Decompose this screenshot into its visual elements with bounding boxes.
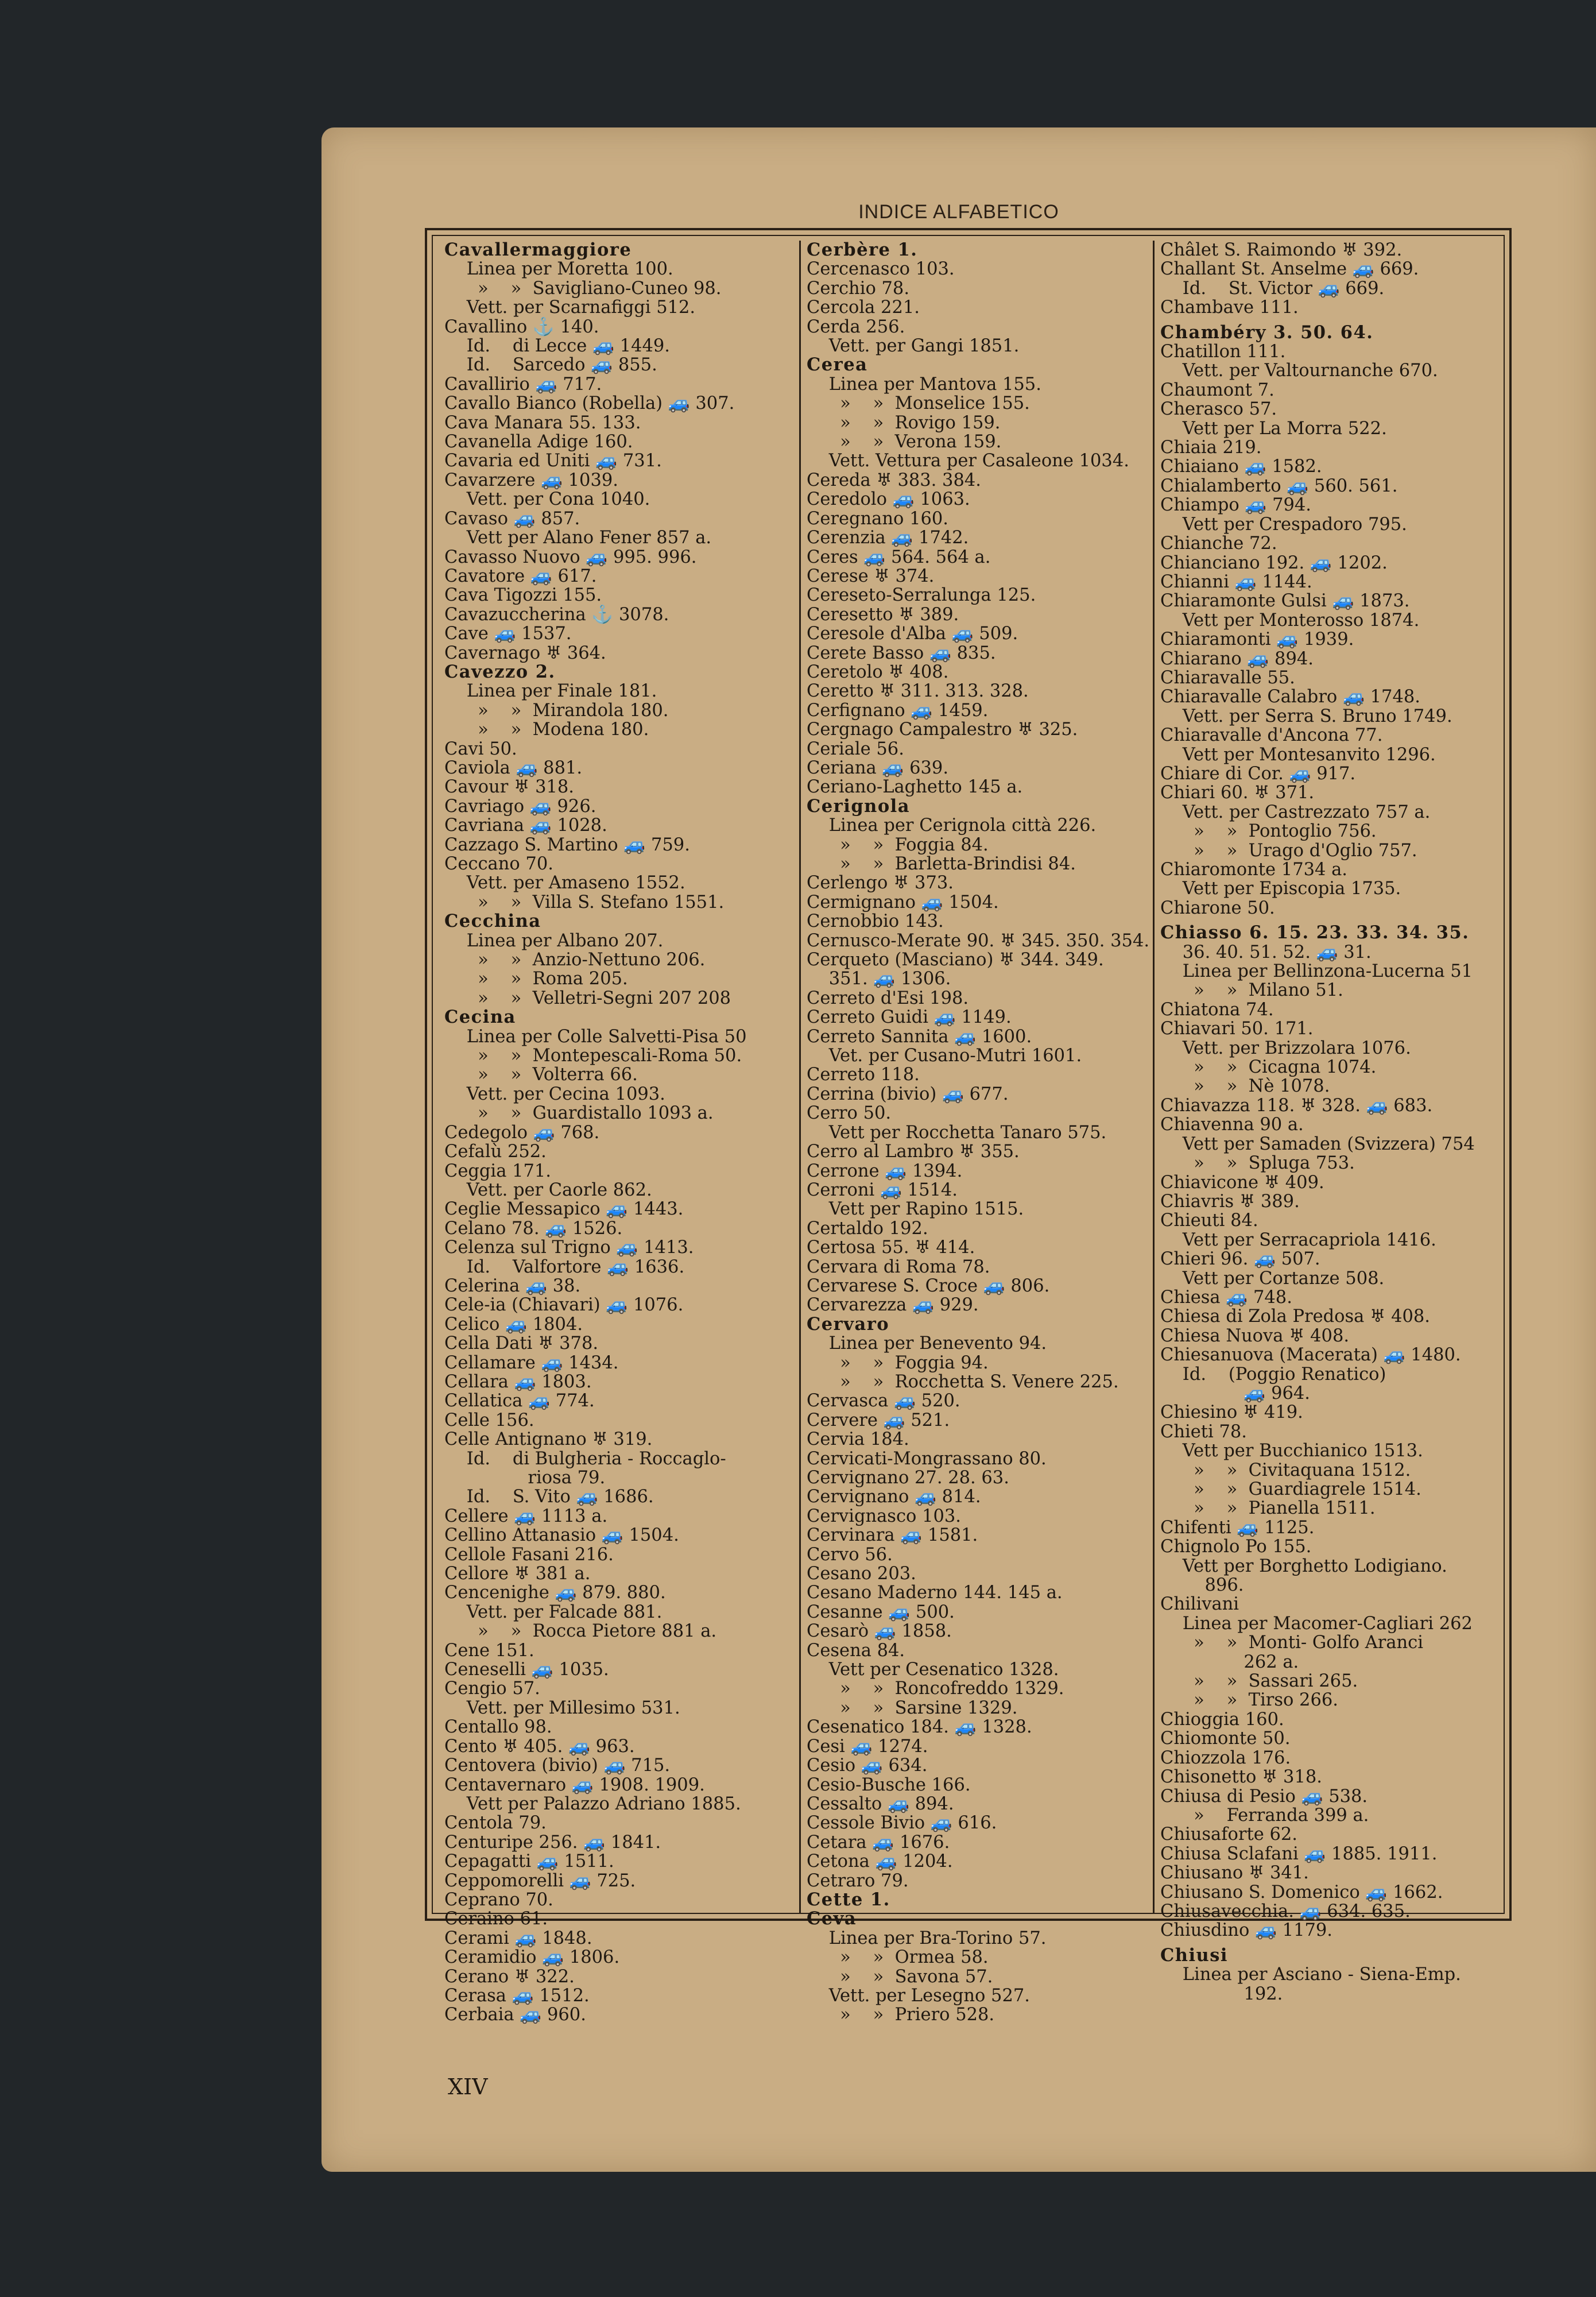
index-entry: Cesena 84.: [807, 1640, 905, 1661]
index-entry: Certosa 55. ♅ 414.: [807, 1238, 975, 1258]
index-entry: Cellamare 🚙 1434.: [444, 1352, 619, 1373]
index-entry: » » Pontoglio 756.: [1160, 821, 1377, 842]
index-entry: Celenza sul Trigno 🚙 1413.: [444, 1238, 694, 1258]
index-entry: Cerroni 🚙 1514.: [807, 1180, 958, 1200]
index-entry: Vett per Borghetto Lodigiano.: [1160, 1556, 1447, 1576]
index-entry: Cavanella Adige 160.: [444, 432, 633, 453]
index-entry: Cerreto Sannita 🚙 1600.: [807, 1026, 1032, 1047]
index-entry: Challant St. Anselme 🚙 669.: [1160, 259, 1419, 280]
index-entry: Chiesa Nuova ♅ 408.: [1160, 1325, 1350, 1346]
index-entry: » » Milano 51.: [1160, 980, 1343, 1001]
index-entry: Chiampo 🚙 794.: [1160, 495, 1312, 516]
index-entry: Cerro 50.: [807, 1103, 892, 1124]
index-entry: » » Guardistallo 1093 a.: [444, 1103, 714, 1124]
index-entry: Id. (Poggio Renatico): [1160, 1364, 1386, 1385]
index-entry: » » Sassari 265.: [1160, 1671, 1358, 1692]
index-entry: 896.: [1160, 1575, 1244, 1596]
index-entry: Cavallino ⚓ 140.: [444, 316, 599, 337]
index-entry: » » Civitaquana 1512.: [1160, 1460, 1411, 1480]
index-entry: Cavatore 🚙 617.: [444, 566, 597, 586]
index-entry: Chiesanuova (Macerata) 🚙 1480.: [1160, 1345, 1461, 1366]
index-entry: Chiusano ♅ 341.: [1160, 1863, 1309, 1884]
index-frame: [425, 228, 1512, 2025]
index-entry: Cava Tigozzi 155.: [444, 585, 602, 606]
index-entry: Cerqueto (Masciano) ♅ 344. 349.: [807, 950, 1104, 970]
index-entry: Ceramidio 🚙 1806.: [444, 1947, 620, 1968]
index-entry: Id. St. Victor 🚙 669.: [1160, 278, 1385, 299]
index-entry: Chiusa di Pesio 🚙 538.: [1160, 1786, 1368, 1807]
index-entry: Cavi 50.: [444, 738, 517, 759]
index-entry: Vett per Serracapriola 1416.: [1160, 1229, 1436, 1250]
index-entry: Centallo 98.: [444, 1717, 552, 1738]
index-entry: Chambave 111.: [1160, 297, 1299, 318]
index-heading: Chiusi: [1160, 1944, 1228, 1966]
index-entry: Cerasa 🚙 1512.: [444, 1985, 590, 2006]
index-entry: Cetraro 79.: [807, 1870, 909, 1891]
index-entry: Cesanne 🚙 500.: [807, 1602, 955, 1622]
index-entry: » » Roncofreddo 1329.: [807, 1679, 1064, 1699]
index-entry: Chieti 78.: [1160, 1421, 1247, 1442]
index-entry: Chiaravalle 55.: [1160, 667, 1295, 688]
index-entry: Vett per Monterosso 1874.: [1160, 610, 1420, 631]
index-heading: Cerea: [807, 354, 868, 376]
index-entry: Vett. Vettura per Casaleone 1034.: [807, 451, 1129, 471]
index-entry: Vett per Palazzo Adriano 1885.: [444, 1793, 741, 1814]
index-entry: Centola 79.: [444, 1813, 547, 1834]
index-entry: Cerreto Guidi 🚙 1149.: [807, 1007, 1012, 1028]
index-entry: Cengio 57.: [444, 1679, 540, 1699]
index-entry: » » Guardiagrele 1514.: [1160, 1479, 1421, 1499]
index-entry: Vett. per Castrezzato 757 a.: [1160, 802, 1431, 822]
index-entry: Id. Sarcedo 🚙 855.: [444, 355, 657, 376]
index-entry: Chiari 60. ♅ 371.: [1160, 783, 1315, 803]
index-entry: Vett per Alano Fener 857 a.: [444, 528, 712, 548]
index-entry: Cervo 56.: [807, 1544, 893, 1565]
index-entry: Cavriana 🚙 1028.: [444, 815, 607, 836]
index-entry: Chianche 72.: [1160, 533, 1277, 554]
index-entry: Cesio 🚙 634.: [807, 1755, 928, 1776]
index-entry: Vett per Crespadoro 795.: [1160, 514, 1407, 535]
index-entry: Cercenasco 103.: [807, 259, 955, 280]
index-entry: » » Cicagna 1074.: [1160, 1057, 1377, 1078]
index-entry: » » Savona 57.: [807, 1966, 993, 1987]
index-entry: Linea per Mantova 155.: [807, 374, 1041, 395]
index-entry: » » Roma 205.: [444, 969, 628, 989]
index-column-1: [444, 239, 783, 2025]
index-entry: Ceggia 171.: [444, 1161, 551, 1181]
index-entry: Centavernaro 🚙 1908. 1909.: [444, 1774, 705, 1795]
index-entry: Cavallo Bianco (Robella) 🚙 307.: [444, 393, 735, 414]
index-entry: Cernobbio 143.: [807, 911, 944, 932]
index-entry: Id. Valfortore 🚙 1636.: [444, 1256, 685, 1277]
index-entry: » » Volterra 66.: [444, 1065, 638, 1085]
index-entry: 351. 🚙 1306.: [807, 969, 951, 989]
index-entry: Cave 🚙 1537.: [444, 624, 572, 644]
index-entry: Celico 🚙 1804.: [444, 1314, 583, 1335]
index-entry: Cesano 203.: [807, 1564, 916, 1584]
index-entry: » » Verona 159.: [807, 432, 1002, 453]
index-entry: Vett. per Millesimo 531.: [444, 1697, 680, 1718]
index-entry: Cerbaia 🚙 960.: [444, 2005, 586, 2025]
index-entry: Vett per Cortanze 508.: [1160, 1268, 1385, 1289]
index-entry: Ceretolo ♅ 408.: [807, 662, 949, 682]
index-entry: Cerrone 🚙 1394.: [807, 1161, 963, 1181]
index-entry: Centovera (bivio) 🚙 715.: [444, 1755, 671, 1776]
index-entry: Ceresole d'Alba 🚙 509.: [807, 624, 1018, 644]
index-entry: Chioggia 160.: [1160, 1709, 1284, 1730]
index-entry: Ceregnano 160.: [807, 508, 948, 529]
index-entry: Linea per Asciano - Siena-Emp.: [1160, 1965, 1461, 1985]
index-entry: » » Monselice 155.: [807, 393, 1030, 414]
index-entry: Cavaso 🚙 857.: [444, 508, 580, 529]
index-entry: Chiaramonte Gulsi 🚙 1873.: [1160, 591, 1410, 612]
index-entry: » » Rocca Pietore 881 a.: [444, 1621, 717, 1642]
index-entry: Linea per Moretta 100.: [444, 259, 673, 280]
index-entry: Chiarone 50.: [1160, 898, 1275, 918]
index-entry: Cerenzia 🚙 1742.: [807, 528, 969, 548]
index-entry: Ceresetto ♅ 389.: [807, 604, 959, 625]
index-entry: Cessole Bivio 🚙 616.: [807, 1813, 997, 1834]
index-entry: 36. 40. 51. 52. 🚙 31.: [1160, 942, 1372, 962]
index-entry: Ceccano 70.: [444, 854, 553, 874]
index-heading: Cavezzo 2.: [444, 661, 556, 682]
index-entry: Cavernago ♅ 364.: [444, 643, 606, 663]
index-entry: Cava Manara 55. 133.: [444, 412, 641, 433]
index-entry: Chiare di Cor. 🚙 917.: [1160, 763, 1356, 784]
index-entry: Ceriale 56.: [807, 738, 904, 759]
index-entry: Chianciano 192. 🚙 1202.: [1160, 552, 1388, 573]
index-entry: Cavriago 🚙 926.: [444, 796, 596, 817]
index-heading: Chambéry 3. 50. 64.: [1160, 322, 1374, 343]
index-entry: Chiomonte 50.: [1160, 1728, 1291, 1749]
index-entry: » » Pianella 1511.: [1160, 1498, 1376, 1519]
index-entry: Cepagatti 🚙 1511.: [444, 1851, 614, 1872]
index-heading: Chiasso 6. 15. 23. 33. 34. 35.: [1160, 922, 1470, 943]
index-entry: Vett. per Cona 1040.: [444, 489, 650, 510]
index-entry: Cernusco-Merate 90. ♅ 345. 350. 354.: [807, 930, 1150, 951]
index-entry: Chiesino ♅ 419.: [1160, 1402, 1303, 1423]
index-entry: » » Savigliano-Cuneo 98.: [444, 278, 722, 299]
index-heading: Cerignola: [807, 795, 911, 817]
index-entry: Chignolo Po 155.: [1160, 1537, 1312, 1557]
index-entry: » » Modena 180.: [444, 720, 649, 740]
index-entry: Chieri 96. 🚙 507.: [1160, 1249, 1320, 1270]
index-entry: Vett per Cesenatico 1328.: [807, 1660, 1059, 1680]
index-entry: Chiesa di Zola Predosa ♅ 408.: [1160, 1306, 1430, 1327]
index-entry: Cesio-Busche 166.: [807, 1774, 971, 1795]
index-entry: Cefalù 252.: [444, 1142, 547, 1162]
index-entry: Cesano Maderno 144. 145 a.: [807, 1583, 1063, 1603]
index-entry: Cavour ♅ 318.: [444, 777, 574, 798]
index-entry: Cercola 221.: [807, 297, 920, 318]
index-entry: Id. S. Vito 🚙 1686.: [444, 1487, 654, 1507]
index-entry: Ceredolo 🚙 1063.: [807, 489, 970, 510]
index-entry: Linea per Finale 181.: [444, 681, 657, 702]
index-entry: Cavarzere 🚙 1039.: [444, 470, 618, 490]
index-entry: » » Nè 1078.: [1160, 1076, 1330, 1097]
index-entry: » » Velletri-Segni 207 208: [444, 988, 731, 1008]
index-entry: » » Urago d'Oglio 757.: [1160, 840, 1417, 861]
index-entry: Chiaravalle Calabro 🚙 1748.: [1160, 687, 1420, 707]
index-entry: Chatillon 111.: [1160, 342, 1286, 362]
index-heading: Cette 1.: [807, 1889, 890, 1910]
index-entry: 262 a.: [1160, 1652, 1299, 1672]
index-entry: Cessalto 🚙 894.: [807, 1793, 954, 1814]
index-entry: Vett. per Valtournanche 670.: [1160, 361, 1438, 381]
index-entry: Celle Antignano ♅ 319.: [444, 1429, 653, 1450]
index-entry: » » Foggia 94.: [807, 1352, 989, 1373]
index-entry: Vett. per Lesegno 527.: [807, 1985, 1030, 2006]
index-entry: Chiaravalle d'Ancona 77.: [1160, 725, 1383, 746]
index-entry: Cellole Fasani 216.: [444, 1544, 614, 1565]
index-entry: Chiavazza 118. ♅ 328. 🚙 683.: [1160, 1095, 1433, 1116]
book-page: [321, 127, 1596, 2172]
index-entry: Chiatona 74.: [1160, 999, 1274, 1020]
index-entry: » » Spluga 753.: [1160, 1153, 1355, 1174]
index-entry: » » Anzio-Nettuno 206.: [444, 950, 706, 970]
index-entry: Cerda 256.: [807, 316, 905, 337]
index-entry: » » Priero 528.: [807, 2005, 995, 2025]
index-entry: Ceprano 70.: [444, 1889, 553, 1910]
index-heading: Cavallermaggiore: [444, 239, 632, 260]
index-entry: Chiaia 219.: [1160, 438, 1262, 458]
index-entry: Vett per Montesanvito 1296.: [1160, 744, 1436, 765]
index-entry: Vett per Rapino 1515.: [807, 1199, 1024, 1220]
index-entry: Chieuti 84.: [1160, 1211, 1258, 1231]
index-heading: Cecina: [444, 1007, 516, 1028]
index-entry: Vett. per Scarnafiggi 512.: [444, 297, 696, 318]
index-entry: Cervarese S. Croce 🚙 806.: [807, 1275, 1050, 1296]
index-entry: Chialamberto 🚙 560. 561.: [1160, 475, 1398, 496]
index-entry: Vett. per Brizzolara 1076.: [1160, 1038, 1411, 1058]
index-entry: Cavallirio 🚙 717.: [444, 374, 602, 395]
index-entry: Cavaria ed Uniti 🚙 731.: [444, 451, 662, 471]
index-entry: Chiarano 🚙 894.: [1160, 648, 1314, 669]
index-entry: Ceriano-Laghetto 145 a.: [807, 777, 1023, 798]
index-entry: Cereda ♅ 383. 384.: [807, 470, 981, 490]
index-entry: Cervasca 🚙 520.: [807, 1391, 960, 1412]
index-entry: Cervicati-Mongrassano 80.: [807, 1448, 1047, 1469]
index-entry: Cerami 🚙 1848.: [444, 1928, 592, 1948]
index-entry: 🚙 964.: [1160, 1383, 1311, 1403]
index-entry: Chiaromonte 1734 a.: [1160, 860, 1347, 880]
index-entry: Cetara 🚙 1676.: [807, 1832, 950, 1853]
index-entry: Chifenti 🚙 1125.: [1160, 1517, 1315, 1538]
index-entry: Cesi 🚙 1274.: [807, 1736, 928, 1757]
index-entry: Ceriana 🚙 639.: [807, 757, 949, 778]
index-entry: Ceretto ♅ 311. 313. 328.: [807, 681, 1029, 702]
index-entry: Cavazuccherina ⚓ 3078.: [444, 604, 669, 625]
index-entry: » » Sarsine 1329.: [807, 1697, 1018, 1718]
index-entry: Cerete Basso 🚙 835.: [807, 643, 996, 663]
index-entry: Cerro al Lambro ♅ 355.: [807, 1142, 1020, 1162]
index-entry: Chianni 🚙 1144.: [1160, 571, 1312, 592]
index-entry: Cellatica 🚙 774.: [444, 1391, 595, 1412]
index-entry: Chiavari 50. 171.: [1160, 1019, 1314, 1039]
index-entry: Celle 156.: [444, 1410, 534, 1430]
index-entry: » » Montepescali-Roma 50.: [444, 1046, 742, 1066]
index-entry: Cellara 🚙 1803.: [444, 1371, 592, 1392]
index-heading: Ceva: [807, 1908, 857, 1929]
index-entry: Cherasco 57.: [1160, 399, 1277, 420]
index-entry: Vett. per Caorle 862.: [444, 1180, 652, 1200]
index-entry: » Ferranda 399 a.: [1160, 1805, 1369, 1826]
page-header: INDICE ALFABETICO: [858, 201, 1059, 223]
index-entry: Cellino Attanasio 🚙 1504.: [444, 1525, 679, 1546]
index-entry: Cervere 🚙 521.: [807, 1410, 950, 1430]
index-entry: Ceneselli 🚙 1035.: [444, 1660, 609, 1680]
index-entry: Cereseto-Serralunga 125.: [807, 585, 1036, 606]
index-entry: Chiesa 🚙 748.: [1160, 1287, 1292, 1308]
index-entry: 192.: [1160, 1983, 1283, 2004]
index-entry: Linea per Bellinzona-Lucerna 51: [1160, 961, 1473, 982]
index-entry: Cerchio 78.: [807, 278, 910, 299]
index-entry: Ceglie Messapico 🚙 1443.: [444, 1199, 684, 1220]
index-entry: Chiavenna 90 a.: [1160, 1115, 1304, 1135]
index-entry: Linea per Cerignola città 226.: [807, 815, 1097, 836]
index-entry: Cerese ♅ 374.: [807, 566, 935, 586]
index-entry: Cazzago S. Martino 🚙 759.: [444, 834, 690, 855]
index-entry: » » Ormea 58.: [807, 1947, 989, 1968]
index-entry: Chilivani: [1160, 1594, 1239, 1615]
index-entry: Cesarò 🚙 1858.: [807, 1621, 952, 1642]
index-entry: riosa 79.: [444, 1468, 606, 1488]
index-entry: Vett. per Falcade 881.: [444, 1602, 663, 1622]
index-entry: Cella Dati ♅ 378.: [444, 1333, 599, 1354]
index-entry: Vett. per Gangi 1851.: [807, 336, 1020, 357]
index-heading: Cervaro: [807, 1313, 890, 1335]
index-entry: Chiusdino 🚙 1179.: [1160, 1920, 1332, 1941]
index-entry: » » Barletta-Brindisi 84.: [807, 854, 1076, 874]
index-entry: » » Villa S. Stefano 1551.: [444, 892, 725, 912]
index-entry: » » Monti- Golfo Aranci: [1160, 1633, 1424, 1653]
index-entry: Celano 78. 🚙 1526.: [444, 1218, 623, 1239]
index-entry: Celerina 🚙 38.: [444, 1275, 581, 1296]
index-entry: Vett per Rocchetta Tanaro 575.: [807, 1122, 1107, 1143]
index-entry: Chiusano S. Domenico 🚙 1662.: [1160, 1882, 1443, 1902]
index-entry: Chiaiano 🚙 1582.: [1160, 457, 1322, 477]
index-entry: Vett. per Amaseno 1552.: [444, 873, 685, 894]
index-entry: Chiusa Sclafani 🚙 1885. 1911.: [1160, 1843, 1438, 1864]
index-heading: Cerbère 1.: [807, 239, 918, 260]
index-column-3: [1153, 240, 1505, 2004]
index-entry: Vett per Episcopia 1735.: [1160, 879, 1401, 899]
index-entry: Cermignano 🚙 1504.: [807, 892, 999, 912]
index-entry: » » Foggia 84.: [807, 834, 989, 855]
index-entry: Cencenighe 🚙 879. 880.: [444, 1583, 666, 1603]
index-entry: Linea per Bra-Torino 57.: [807, 1928, 1047, 1948]
index-entry: Cerano ♅ 322.: [444, 1966, 575, 1987]
index-entry: Chaumont 7.: [1160, 380, 1275, 400]
index-entry: Vett. per Cecina 1093.: [444, 1084, 665, 1104]
index-entry: Vett. per Serra S. Bruno 1749.: [1160, 706, 1452, 726]
index-entry: Cervignasco 103.: [807, 1506, 962, 1526]
index-entry: Chiusaforte 62.: [1160, 1824, 1297, 1845]
index-entry: » » Tirso 266.: [1160, 1690, 1338, 1711]
index-entry: Cerreto d'Esi 198.: [807, 988, 969, 1008]
index-entry: Id. di Bulgheria - Roccaglo-: [444, 1448, 726, 1469]
index-entry: Vett per Bucchianico 1513.: [1160, 1441, 1423, 1461]
index-entry: Cene 151.: [444, 1640, 534, 1661]
index-entry: Cento ♅ 405. 🚙 963.: [444, 1736, 635, 1757]
index-entry: Cavasso Nuovo 🚙 995. 996.: [444, 547, 697, 567]
index-entry: Cervinara 🚙 1581.: [807, 1525, 978, 1546]
index-entry: Centuripe 256. 🚙 1841.: [444, 1832, 661, 1853]
index-entry: Cedegolo 🚙 768.: [444, 1122, 600, 1143]
index-entry: Linea per Macomer-Cagliari 262: [1160, 1613, 1473, 1634]
index-entry: Vett per La Morra 522.: [1160, 418, 1387, 439]
index-entry: Chiozzola 176.: [1160, 1747, 1291, 1768]
index-entry: Cerfignano 🚙 1459.: [807, 700, 989, 721]
index-entry: Id. di Lecce 🚙 1449.: [444, 336, 671, 357]
index-entry: Chiavicone ♅ 409.: [1160, 1172, 1324, 1193]
index-entry: Ceres 🚙 564. 564 a.: [807, 547, 991, 567]
index-entry: Linea per Colle Salvetti-Pisa 50: [444, 1026, 747, 1047]
index-heading: Cecchina: [444, 911, 541, 932]
index-entry: Linea per Albano 207.: [444, 930, 664, 951]
index-entry: » » Rocchetta S. Venere 225.: [807, 1371, 1119, 1392]
index-entry: Cerrina (bivio) 🚙 677.: [807, 1084, 1009, 1104]
index-entry: Cergnago Campalestro ♅ 325.: [807, 720, 1078, 740]
index-entry: Ceppomorelli 🚙 725.: [444, 1870, 636, 1891]
index-entry: Cerreto 118.: [807, 1065, 920, 1085]
index-entry: Châlet S. Raimondo ♅ 392.: [1160, 240, 1403, 260]
index-column-2: [799, 239, 1150, 2025]
page-number: XIV: [448, 2074, 488, 2099]
index-entry: Cesenatico 184. 🚙 1328.: [807, 1717, 1032, 1738]
index-entry: Chisonetto ♅ 318.: [1160, 1767, 1322, 1788]
index-entry: Vett per Samaden (Svizzera) 754: [1160, 1134, 1475, 1154]
index-entry: Chiaramonti 🚙 1939.: [1160, 629, 1354, 650]
index-entry: Cerlengo ♅ 373.: [807, 873, 954, 894]
index-entry: Cellore ♅ 381 a.: [444, 1564, 591, 1584]
index-entry: Chiavris ♅ 389.: [1160, 1191, 1300, 1212]
index-entry: Cervarezza 🚙 929.: [807, 1295, 979, 1316]
index-entry: Vet. per Cusano-Mutri 1601.: [807, 1046, 1082, 1066]
index-entry: Certaldo 192.: [807, 1218, 928, 1239]
index-entry: Chiusavecchia. 🚙 634. 635.: [1160, 1901, 1411, 1921]
index-entry: Caviola 🚙 881.: [444, 757, 583, 778]
index-entry: Ceraino 61.: [444, 1909, 548, 1929]
index-entry: » » Rovigo 159.: [807, 412, 1001, 433]
index-entry: » » Mirandola 180.: [444, 700, 669, 721]
index-entry: Cetona 🚙 1204.: [807, 1851, 953, 1872]
index-entry: Linea per Benevento 94.: [807, 1333, 1047, 1354]
index-entry: Cervia 184.: [807, 1429, 909, 1450]
index-entry: Cervignano 🚙 814.: [807, 1487, 981, 1507]
index-entry: Cervignano 27. 28. 63.: [807, 1468, 1009, 1488]
index-entry: Cele-ia (Chiavari) 🚙 1076.: [444, 1295, 684, 1316]
index-entry: Cellere 🚙 1113 a.: [444, 1506, 608, 1526]
index-entry: Cervara di Roma 78.: [807, 1256, 990, 1277]
